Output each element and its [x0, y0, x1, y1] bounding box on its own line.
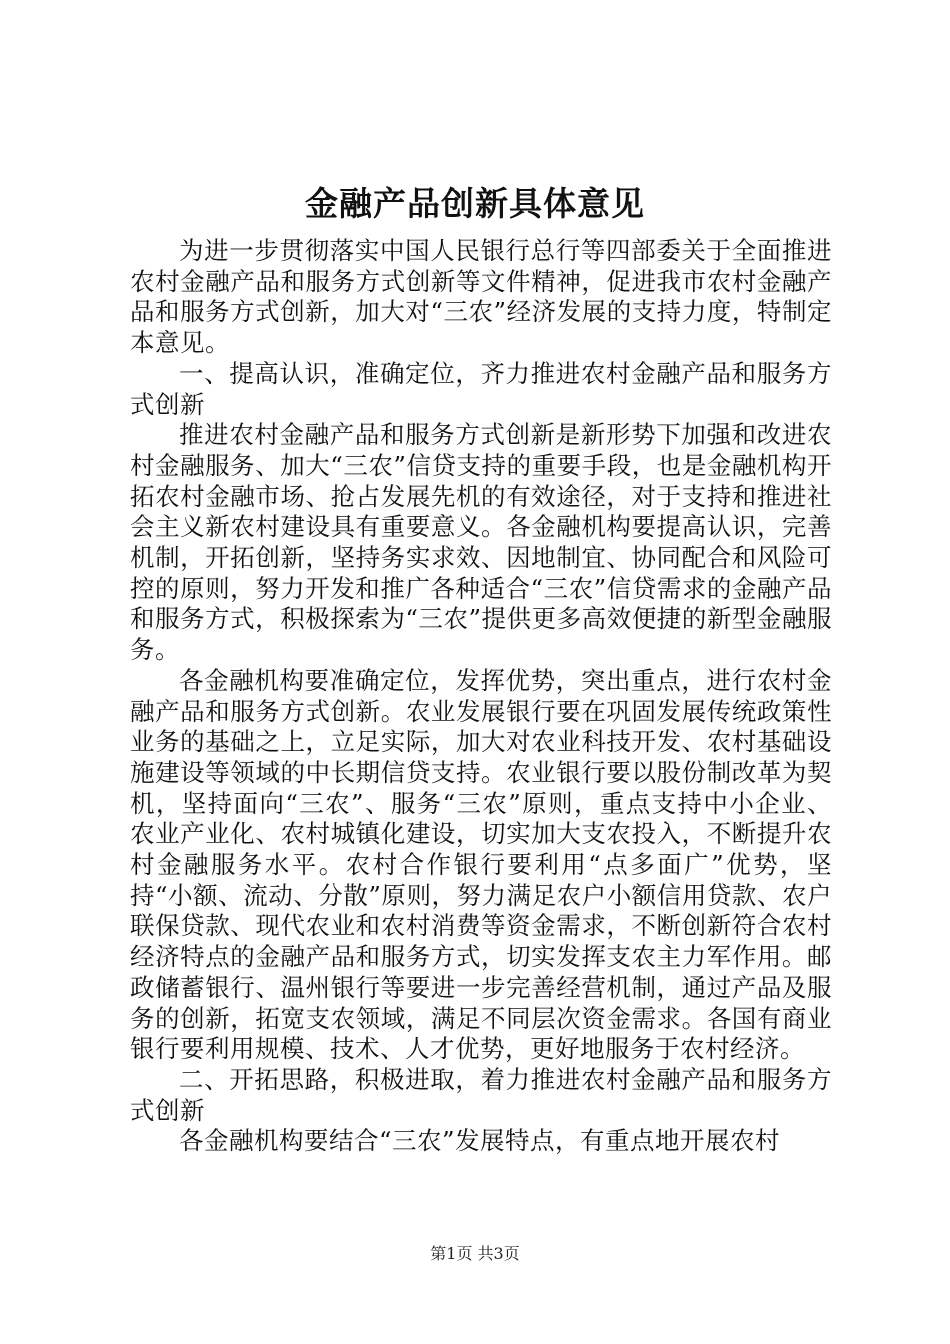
section-heading-2: 二、开拓思路，积极进取，着力推进农村金融产品和服务方式创新 [130, 1064, 832, 1125]
paragraph-intro: 为进一步贯彻落实中国人民银行总行等四部委关于全面推进农村金融产品和服务方式创新等文件精神，促进我市农村金融产品和服务方式创新，加大对“三农”经济发展的支持力度，特制定本意见。 [130, 236, 832, 358]
paragraph-section-2-a: 各金融机构要结合“三农”发展特点，有重点地开展农村 [179, 1126, 781, 1156]
section-heading-1: 一、提高认识，准确定位，齐力推进农村金融产品和服务方式创新 [130, 358, 832, 419]
document-body [130, 236, 832, 1157]
paragraph-section-1-a: 推进农村金融产品和服务方式创新是新形势下加强和改进农村金融服务、加大“三农”信贷支持的重要手段，也是金融机构开拓农村金融市场、抢占发展先机的有效途径，对于支持和推进社会主义新农村建设具有重要意义。各金融机构要提高认识，完善机制，开拓创新，坚持务实求效、因地制宜、协同配合和风险可控的原则，努力开发和推广各种适合“三农”信贷需求的金融产品和服务方式，积极探索为“三农”提供更多高效便捷的新型金融服务。 [130, 420, 832, 665]
paragraph-section-1-b: 各金融机构要准确定位，发挥优势，突出重点，进行农村金融产品和服务方式创新。农业发展银行要在巩固发展传统政策性业务的基础之上，立足实际，加大对农业科技开发、农村基础设施建设等领域的中长期信贷支持。农业银行要以股份制改革为契机，坚持面向“三农”、服务“三农”原则，重点支持中小企业、农业产业化、农村城镇化建设，切实加大支农投入，不断提升农村金融服务水平。农村合作银行要利用“点多面广”优势，坚持“小额、流动、分散”原则，努力满足农户小额信用贷款、农户联保贷款、现代农业和农村消费等资金需求，不断创新符合农村经济特点的金融产品和服务方式，切实发挥支农主力军作用。邮政储蓄银行、温州银行等要进一步完善经营机制，通过产品及服务的创新，拓宽支农领域，满足不同层次资金需求。各国有商业银行要利用规模、技术、人才优势，更好地服务于农村经济。 [130, 665, 832, 1064]
page-number-footer: 第1页 共3页 [430, 1244, 520, 1263]
document-title: 金融产品创新具体意见 [305, 184, 645, 223]
